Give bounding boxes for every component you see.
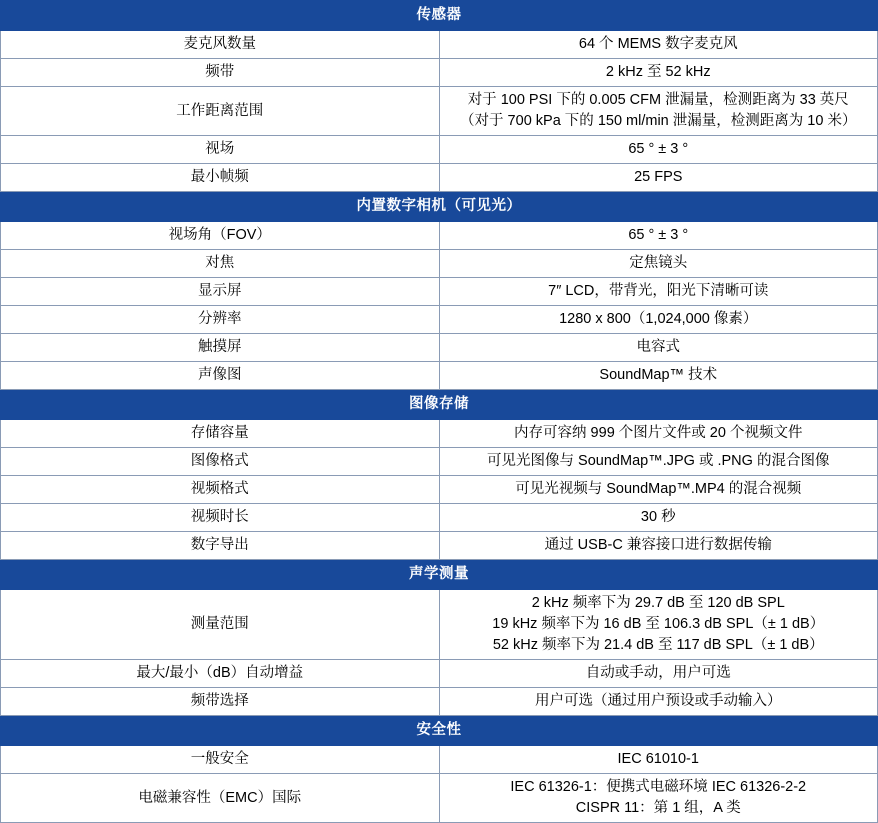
spec-value [439,222,878,250]
section-header-row [1,1,878,31]
spec-label: 视频时长 [1,504,440,532]
spec-value [439,136,878,164]
spec-label: 视场角（FOV） [1,222,440,250]
table-row [1,590,878,660]
spec-label: 对焦 [1,250,440,278]
table-row [1,164,878,192]
spec-value-line: 52 kHz 频率下为 21.4 dB 至 117 dB SPL（± 1 dB） [492,637,824,654]
spec-value-line: 2 kHz 频率下为 29.7 dB 至 120 dB SPL [531,595,785,612]
spec-label: 视场 [1,136,440,164]
spec-value [439,590,878,660]
section-title: 图像存储 [1,390,878,420]
table-row [1,278,878,306]
spec-value [439,448,878,476]
table-row [1,660,878,688]
spec-label: 显示屏 [1,278,440,306]
section-header-row [1,716,878,746]
spec-value-line: SoundMap™ 技术 [599,367,718,384]
spec-value [439,660,878,688]
table-row [1,532,878,560]
spec-value-line: 65 ° ± 3 ° [628,227,689,244]
spec-value-line: 定焦镜头 [629,255,688,272]
spec-label: 存储容量 [1,420,440,448]
spec-label: 麦克风数量 [1,31,440,59]
spec-label: 频带 [1,59,440,87]
table-row [1,59,878,87]
table-row [1,504,878,532]
spec-label: 最大/最小（dB）自动增益 [1,660,440,688]
table-row [1,688,878,716]
spec-value [439,87,878,136]
spec-value [439,476,878,504]
spec-value-line: 1280 x 800（1,024,000 像素） [559,311,758,328]
spec-label: 频带选择 [1,688,440,716]
spec-value [439,334,878,362]
spec-label: 触摸屏 [1,334,440,362]
spec-value [439,420,878,448]
spec-value-line: IEC 61326-1：便携式电磁环境 IEC 61326-2-2 [510,779,807,796]
spec-label: 分辨率 [1,306,440,334]
spec-label: 数字导出 [1,532,440,560]
spec-value [439,250,878,278]
table-row [1,420,878,448]
spec-label: 一般安全 [1,746,440,774]
table-row [1,87,878,136]
spec-value-line: 自动或手动，用户可选 [585,665,731,682]
spec-label: 最小帧频 [1,164,440,192]
spec-value-line: 内存可容纳 999 个图片文件或 20 个视频文件 [514,425,803,442]
spec-value [439,164,878,192]
section-header-row [1,390,878,420]
table-row [1,306,878,334]
table-row [1,31,878,59]
spec-value-line: 25 FPS [634,169,683,186]
spec-value [439,532,878,560]
spec-value-line: CISPR 11：第 1 组，A 类 [575,800,741,817]
spec-value-line: 30 秒 [640,509,676,526]
section-title: 传感器 [1,1,878,31]
spec-value-line: 65 ° ± 3 ° [628,141,689,158]
spec-value-line: 可见光视频与 SoundMap™.MP4 的混合视频 [515,481,802,498]
spec-value [439,362,878,390]
table-row [1,448,878,476]
spec-value-line: 对于 100 PSI 下的 0.005 CFM 泄漏量，检测距离为 33 英尺 [467,92,849,109]
spec-label: 视频格式 [1,476,440,504]
spec-label: 电磁兼容性（EMC）国际 [1,774,440,823]
section-title: 声学测量 [1,560,878,590]
section-title: 安全性 [1,716,878,746]
spec-value-line: 用户可选（通过用户预设或手动输入） [535,693,782,710]
spec-value-line: IEC 61010-1 [617,751,699,768]
section-title: 内置数字相机（可见光） [1,192,878,222]
spec-value-line: 可见光图像与 SoundMap™.JPG 或 .PNG 的混合图像 [487,453,830,470]
spec-label: 声像图 [1,362,440,390]
spec-value-line: 64 个 MEMS 数字麦克风 [578,36,738,53]
table-row [1,222,878,250]
spec-value [439,774,878,823]
table-row [1,136,878,164]
spec-value-line: 电容式 [636,339,680,356]
spec-value-line: （对于 700 kPa 下的 150 ml/min 泄漏量，检测距离为 10 米） [460,113,857,130]
spec-value [439,31,878,59]
spec-value-line: 19 kHz 频率下为 16 dB 至 106.3 dB SPL（± 1 dB） [492,616,825,633]
spec-label: 图像格式 [1,448,440,476]
table-row [1,362,878,390]
section-header-row [1,560,878,590]
section-header-row [1,192,878,222]
table-row [1,774,878,823]
spec-label: 测量范围 [1,590,440,660]
spec-value [439,59,878,87]
spec-value-line: 2 kHz 至 52 kHz [605,64,711,81]
spec-value-line: 通过 USB-C 兼容接口进行数据传输 [544,537,772,554]
spec-value [439,278,878,306]
spec-label: 工作距离范围 [1,87,440,136]
spec-value-line: 7″ LCD，带背光，阳光下清晰可读 [548,283,769,300]
spec-value [439,688,878,716]
table-row [1,334,878,362]
table-row [1,250,878,278]
table-row [1,476,878,504]
specifications-table-body [1,1,878,823]
spec-value [439,504,878,532]
spec-value [439,306,878,334]
